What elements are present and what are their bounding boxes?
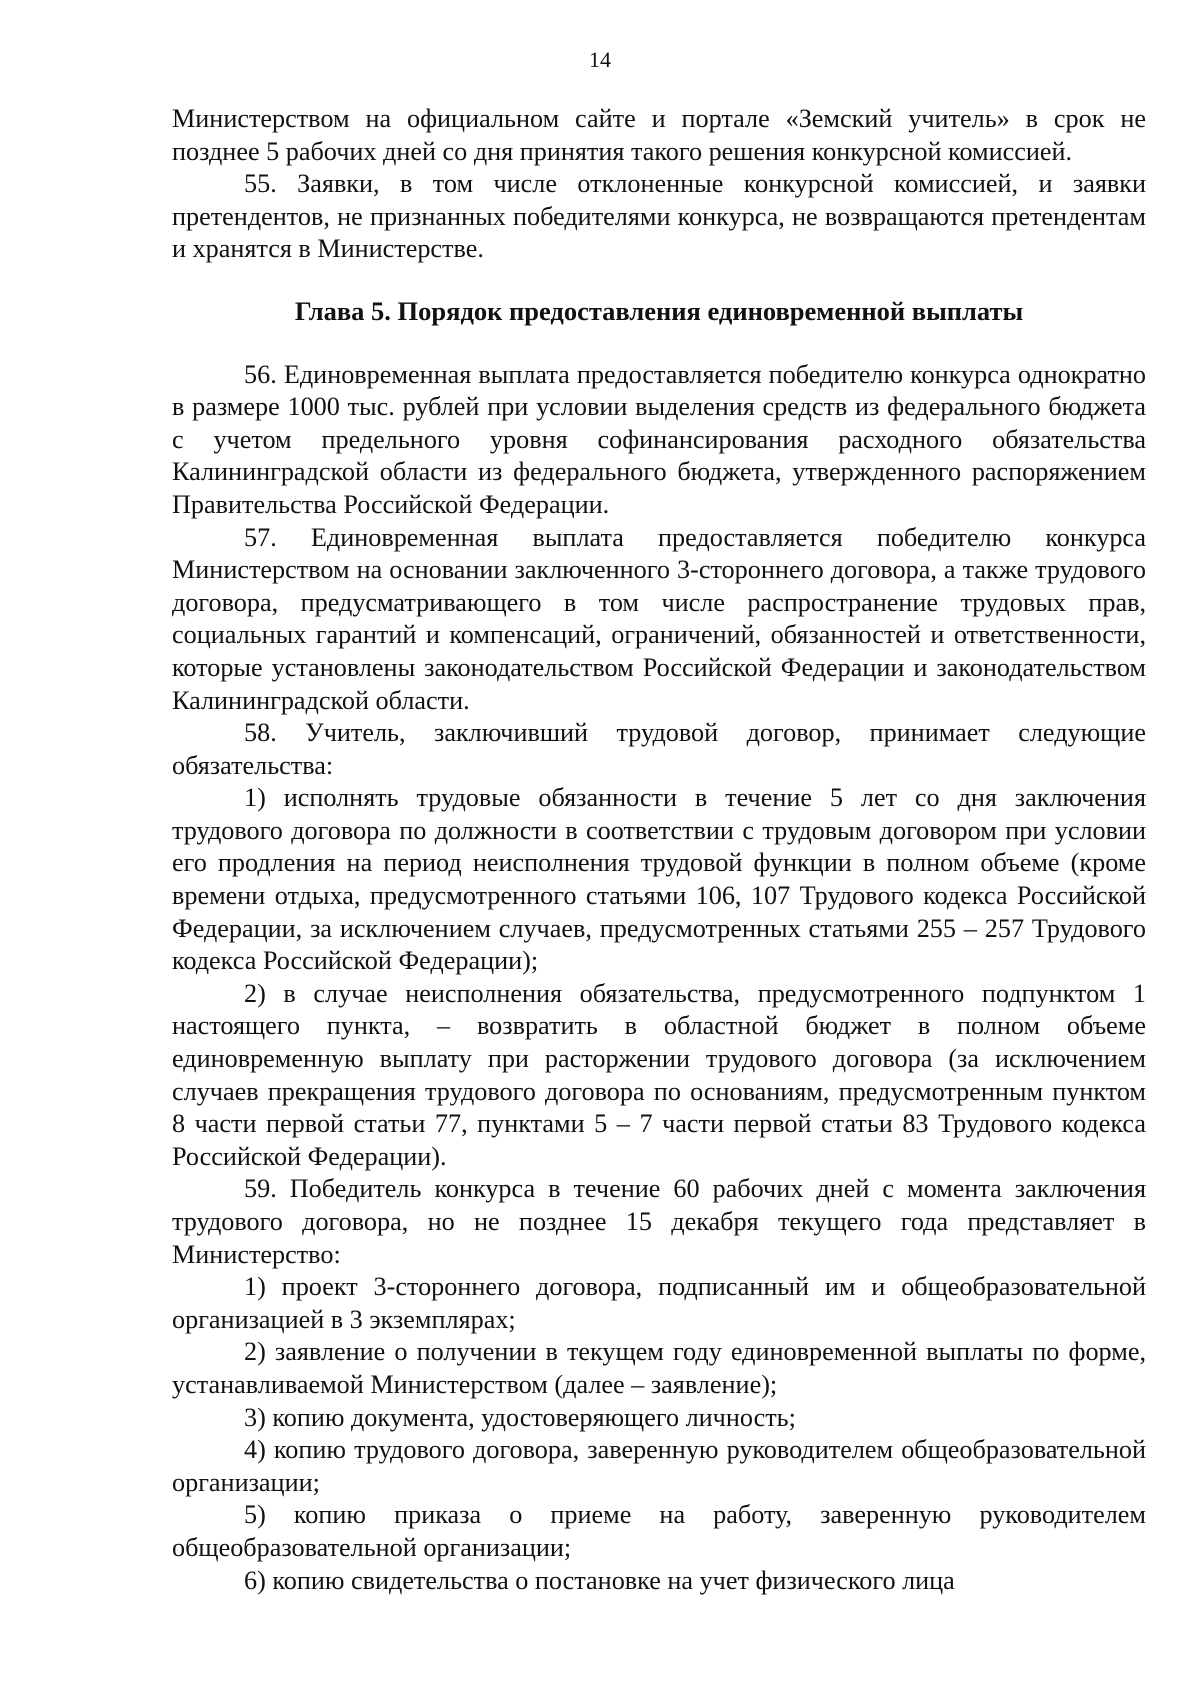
paragraph-59-item-3: 3) копию документа, удостоверяющего личность; [244,1402,796,1432]
page-number: 14 [589,47,611,72]
document-body [172,103,1146,1597]
paragraph-59-item-4: 4) копию трудового договора, заверенную руководителем общеобразовательной организации; [172,1435,1146,1497]
paragraph-59-item-5: 5) копию приказа о приеме на работу, заверенную руководителем общеобразовательной организации; [172,1500,1146,1562]
paragraph-59-item-1: 1) проект 3-стороннего договора, подписанный им и общеобразовательной организацией в 3 экземплярах; [172,1272,1146,1334]
chapter-heading: Глава 5. Порядок предоставления единовременной выплаты [294,295,1024,326]
paragraph-58: 58. Учитель, заключивший трудовой договор, принимает следующие обязательства: [172,718,1146,780]
paragraph-57: 57. Единовременная выплата предоставляется победителю конкурса Министерством на основании заключенного 3-стороннего договора, а также трудового договора, предусматривающего в том числе распространение трудовых прав, социальных гарантий и компенсаций, ограничений, обязанностей и ответственности, которые установлены законодательством Российской Федерации и законодательством Калининградской области. [172,522,1146,715]
paragraph-59-item-2: 2) заявление о получении в текущем году единовременной выплаты по форме, устанавливаемой Министерством (далее – заявление); [172,1337,1146,1399]
paragraph-continuation: Министерством на официальном сайте и портале «Земский учитель» в срок не позднее 5 рабочих дней со дня принятия такого решения конкурсной комиссией. [172,104,1146,166]
paragraph-58-item-2: 2) в случае неисполнения обязательства, предусмотренного подпунктом 1 настоящего пункта, – возвратить в областной бюджет в полном объеме единовременную выплату при расторжении трудового договора (за исключением случаев прекращения трудового договора по основаниям, предусмотренным пунктом 8 части первой статьи 77, пунктами 5 – 7 части первой статьи 83 Трудового кодекса Российской Федерации). [172,978,1146,1171]
paragraph-56: 56. Единовременная выплата предоставляется победителю конкурса однократно в размере 1000 тыс. рублей при условии выделения средств из федерального бюджета с учетом предельного уровня софинансирования расходного обязательства Калининградской области из федерального бюджета, утвержденного распоряжением Правительства Российской Федерации. [172,359,1146,519]
paragraph-59-item-6: 6) копию свидетельства о постановке на учет физического лица [244,1565,955,1595]
paragraph-55: 55. Заявки, в том числе отклоненные конкурсной комиссией, и заявки претендентов, не признанных победителями конкурса, не возвращаются претендентам и хранятся в Министерстве. [172,169,1146,264]
paragraph-59: 59. Победитель конкурса в течение 60 рабочих дней с момента заключения трудового договора, но не позднее 15 декабря текущего года представляет в Министерство: [172,1174,1146,1269]
paragraph-58-item-1: 1) исполнять трудовые обязанности в течение 5 лет со дня заключения трудового договора по должности в соответствии с трудовым договором при условии его продления на период неисполнения трудовой функции в полном объеме (кроме времени отдыха, предусмотренного статьями 106, 107 Трудового кодекса Российской Федерации, за исключением случаев, предусмотренных статьями 255 – 257 Трудового кодекса Российской Федерации); [172,783,1146,976]
